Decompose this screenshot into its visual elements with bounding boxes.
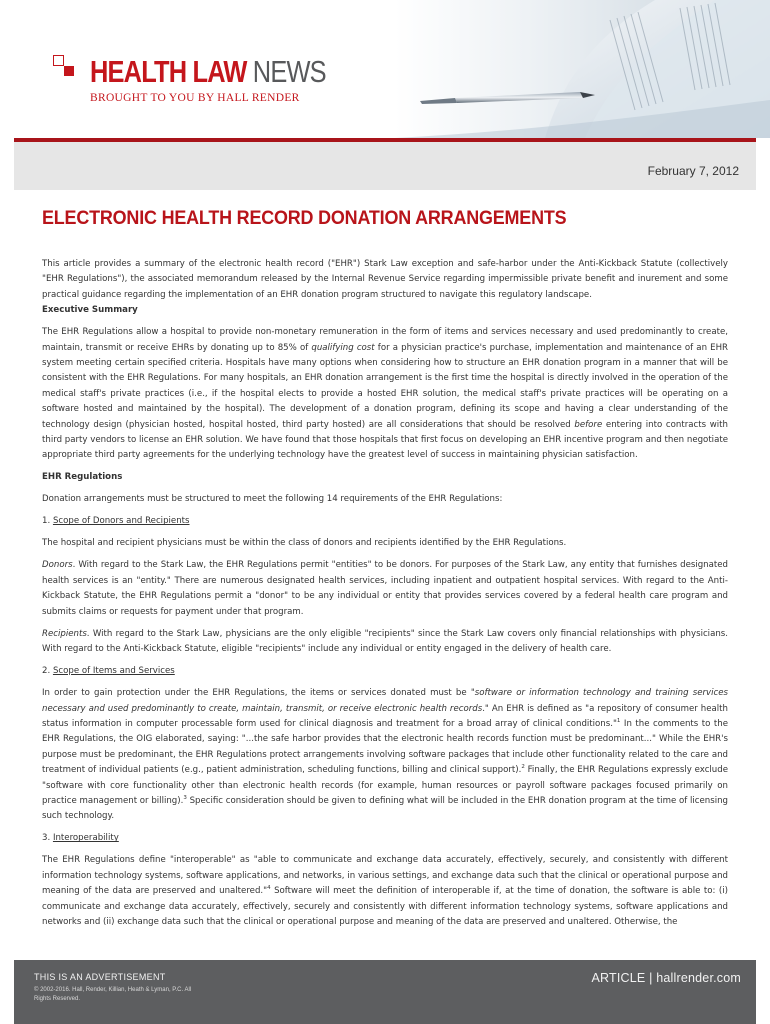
copyright-notice: © 2002-2016. Hall, Render, Killian, Heath & Lyman, P.C. All Rights Reserved.	[34, 987, 192, 1002]
ehr-regulations-heading: EHR Regulations	[42, 472, 123, 483]
header-photo	[395, 0, 770, 138]
book-and-pen-image	[395, 0, 770, 138]
section-3-heading: 3. Interoperability	[42, 833, 119, 844]
recipients-paragraph: Recipients. With regard to the Stark Law, physicians are the only eligible "recipients" since the Stark Law covers only financial relationships with physicians. With regard to the Anti-Kickback Statute, eligible "recipients" include any individual or entity engaged in the delivery of health care.	[42, 628, 728, 655]
advertisement-notice: THIS IS AN ADVERTISEMENT	[34, 972, 166, 982]
executive-summary-paragraph: The EHR Regulations allow a hospital to provide non-monetary remuneration in the form of items and services necessary and used predominantly to create, maintain, transmit or receive EHRs by donating up to 85% of qualifying cost for a physician practice's purchase, implementation and maintenance of an EHR system meeting certain specified criteria. Hospitals have many options when considering how to structure an EHR donation program in a manner that will be consistent with the EHR Regulations. For many hospitals, an EHR donation arrangement is the first time the hospital is directly involved in the operation of the medical staff's private practices (i.e., if the hospital elects to provide a hosted EHR solution, the medical staff's private practices will be operating on a software hosted and maintained by the hospital). The development of a donation program, defining its scope and having a clear understanding of the technology design (physician hosted, hospital hosted, third party hosted) are all considerations that should be resolved before entering into contracts with third party vendors to license an EHR solution. We have found that those hospitals that first focus on developing an EHR incentive program and then negotiate appropriate third party agreements for the underlying technology have the greatest level of success in maintaining physician satisfaction.	[42, 327, 729, 461]
article-body	[42, 257, 728, 937]
executive-summary-heading: Executive Summary	[42, 305, 138, 316]
logo-title	[90, 55, 326, 89]
logo-title-red: HEALTH LAW	[90, 54, 247, 89]
page-header	[0, 0, 770, 138]
section-1-heading: 1. Scope of Donors and Recipients	[42, 516, 190, 527]
article-site-label: ARTICLE | hallrender.com	[591, 971, 741, 985]
section-2-heading: 2. Scope of Items and Services	[42, 666, 175, 677]
logo-title-gray: NEWS	[252, 54, 326, 89]
section-2-paragraph: In order to gain protection under the EHR Regulations, the items or services donated must be "software or information technology and training services necessary and used predominantly to create, maintain, transmit, or receive electronic health records." An EHR is defined as "a repository of consumer health status information in computer processable form used for clinical diagnosis and treatment for a broad array of clinical conditions."$^1$ In the comments to the EHR Regulations, the OIG elaborated, saying: "...the safe harbor provides that the electronic health records function must be predominant..." While the EHR's purpose must be predominant, the EHR Regulations protect arrangements involving software packages that include other functionality related to the care and treatment of individual patients (e.g., patient administration, scheduling functions, billing and clinical support).$^2$ Finally, the EHR Regulations expressly exclude "software with core functionality other than electronic health records (for example, human resources or payroll software packages focused primarily on practice management or billing).$^3$ Specific consideration should be given to defining what will be included in the EHR donation program at the time of licensing such technology.	[42, 688, 728, 822]
article-title: ELECTRONIC HEALTH RECORD DONATION ARRANGEMENTS	[42, 207, 567, 229]
page-footer	[14, 960, 756, 1024]
section-3-paragraph: The EHR Regulations define "interoperable" as "able to communicate and exchange data accurately, effectively, securely, and consistently with different information technology systems, software applications, and networks, in various settings, and exchange data such that the clinical or operational purpose and meaning of the data are preserved and unaltered."$^4$ Software will meet the definition of interoperable if, at the time of donation, the software is able to: (i) communicate and exchange data accurately, effectively, securely and consistently with different information technology systems, software applications and networks and (ii) exchange data such that the clinical or operational purpose and meaning of the data are preserved and unaltered. Otherwise, the	[42, 855, 728, 927]
logo-subtitle: BROUGHT TO YOU BY HALL RENDER	[90, 92, 300, 104]
ehr-regulations-paragraph: Donation arrangements must be structured to meet the following 14 requirements of the EHR Regulations:	[42, 494, 503, 505]
intro-paragraph: This article provides a summary of the electronic health record ("EHR") Stark Law exception and safe-harbor under the Anti-Kickback Statute (collectively "EHR Regulations"), the associated memorandum released by the Internal Revenue Service regarding impermissible private benefit and inurement and some practical guidance regarding the implementation of an EHR donation program structured to navigate this regulatory landscape.	[42, 259, 728, 300]
section-1-paragraph: The hospital and recipient physicians must be within the class of donors and recipients identified by the EHR Regulations.	[42, 538, 567, 549]
date-band	[14, 142, 756, 190]
donors-paragraph: Donors. With regard to the Stark Law, the EHR Regulations permit "entities" to be donors. For purposes of the Stark Law, any entity that furnishes designated health services is an "entity." There are numerous designated health services, including inpatient and outpatient hospital services. With regard to the Anti-Kickback Statute, the EHR Regulations permit a "donor" to be any individual or entity that provides services covered by a federal health care program and submits claims or requests for payment under that program.	[42, 560, 728, 617]
logo-squares-icon	[53, 55, 81, 83]
issue-date: February 7, 2012	[647, 164, 739, 178]
